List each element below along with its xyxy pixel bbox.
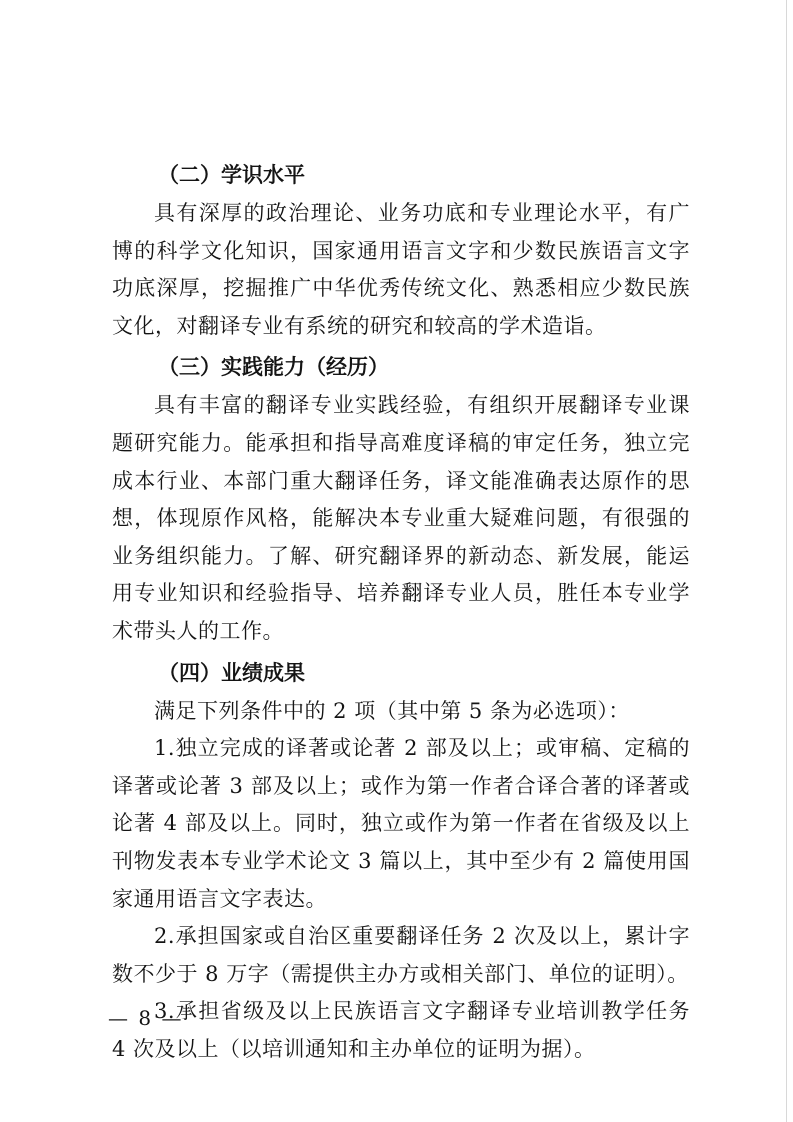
section-heading-achievements: （四）业绩成果 [158,659,305,685]
paragraph-academic-level: 具有深厚的政治理论、业务功底和专业理论水平，有广博的科学文化知识，国家通用语言文字和少数民族语言文字功底深厚，挖掘推广中华优秀传统文化、熟悉相应少数民族文化，对翻译专业有系统的研究和较高的学术造诣。 [112,201,690,338]
document-body [112,155,690,1068]
section-heading-practical-ability: （三）实践能力（经历） [158,354,389,380]
section-heading-academic-level: （二）学识水平 [158,162,305,187]
paragraph-achievement-item-1: 1.独立完成的译著或论著 2 部及以上；或审稿、定稿的译著或论著 3 部及以上；或作为第一作者合译合著的译著或论著 4 部及以上。同时，独立或作为第一作者在省级及以上刊物发表本专业学术论文 3 篇以上，其中至少有 2 篇使用国家通用语言文字表达。 [112,736,690,911]
paragraph-achievement-item-3: 3.承担省级及以上民族语言文字翻译专业培训教学任务 4 次及以上（以培训通知和主办单位的证明为据）。 [112,999,690,1061]
scan-edge-line [786,0,787,1122]
paragraph-achievement-item-2: 2.承担国家或自治区重要翻译任务 2 次及以上，累计字数不少于 8 万字（需提供主办方或相关部门、单位的证明）。 [112,924,690,986]
page-number: — 8 — [108,1006,184,1030]
paragraph-achievements-intro: 满足下列条件中的 2 项（其中第 5 条为必选项）： [154,698,630,723]
paragraph-practical-ability: 具有丰富的翻译专业实践经验，有组织开展翻译专业课题研究能力。能承担和指导高难度译稿的审定任务，独立完成本行业、本部门重大翻译任务，译文能准确表达原作的思想，体现原作风格，能解决本专业重大疑难问题，有很强的业务组织能力。了解、研究翻译界的新动态、新发展，能运用专业知识和经验指导、培养翻译专业人员，胜任本专业学术带头人的工作。 [112,393,690,643]
